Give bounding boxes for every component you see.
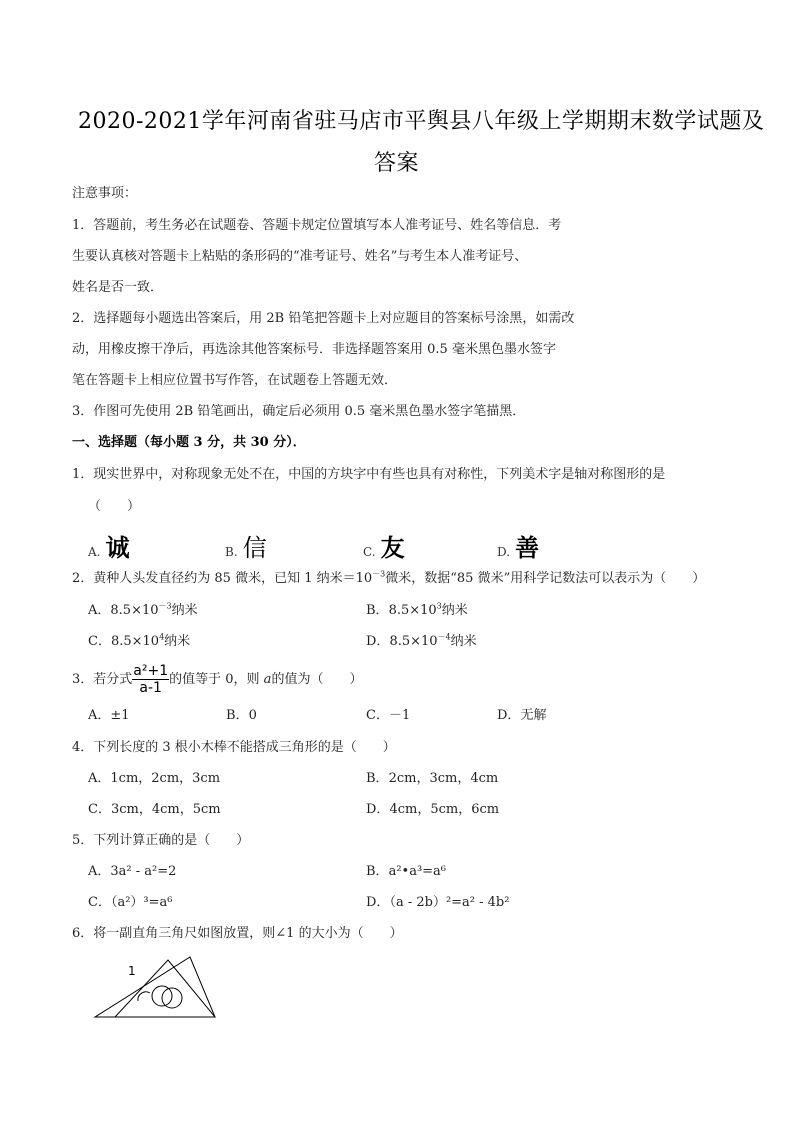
notice-line: 笔在答题卡上相应位置书写作答，在试题卷上答题无效．: [72, 373, 398, 388]
option-label: C．: [88, 802, 111, 817]
exponent: 3: [436, 601, 442, 611]
question-3-option-c: [366, 708, 410, 724]
option-value: 2cm，3cm，4cm: [388, 771, 499, 786]
exponent: 4: [159, 632, 165, 642]
option-label: B.: [225, 545, 238, 559]
option-glyph: 诚: [105, 534, 130, 562]
option-label: D．: [366, 895, 390, 910]
option-value: 4cm，5cm，6cm: [389, 802, 500, 817]
option-label: A．: [88, 771, 111, 786]
question-4-option-a: [88, 771, 220, 787]
stem-text: 3．若分式: [72, 672, 133, 687]
option-label: D.: [497, 545, 511, 559]
document-title-line1: 2020-2021学年河南省驻马店市平舆县八年级上学期期末数学试题及: [78, 109, 765, 134]
notice-line: 3．作图可先使用 2B 铅笔画出，确定后必须用 0.5 毫米黑色墨水签字笔描黑．: [72, 404, 526, 419]
option-value: a²•a³=a⁶: [388, 864, 447, 879]
question-3-stem: [72, 663, 362, 696]
question-2-option-d: [366, 634, 477, 650]
question-4-option-d: [366, 802, 499, 818]
question-1-option-a: [88, 528, 130, 563]
option-label: A.: [88, 545, 101, 559]
variable: a: [263, 672, 272, 687]
section-heading: 一、选择题（每小题 3 分，共 30 分）．: [72, 435, 306, 450]
question-3-option-b: [226, 708, 257, 724]
option-value: 3a² - a²=2: [110, 864, 177, 879]
question-5-option-b: [366, 864, 446, 880]
option-base: 8.5×10: [110, 603, 159, 618]
option-label: C．: [88, 634, 111, 649]
option-glyph: 友: [380, 534, 405, 562]
question-2-option-b: [366, 603, 468, 619]
notice-line: 1．答题前，考生务必在试题卷、答题卡规定位置填写本人准考证号、姓名等信息．考: [72, 218, 562, 233]
option-value: 3cm，4cm，5cm: [110, 802, 221, 817]
question-4-stem: 4．下列长度的 3 根小木棒不能搭成三角形的是（ ）: [72, 740, 396, 755]
question-5-option-c: [88, 895, 172, 911]
option-label: B．: [366, 771, 389, 786]
question-4-option-c: [88, 802, 221, 818]
option-label: B．: [366, 603, 389, 618]
stem-text: 的值为（ ）: [271, 672, 363, 687]
stem-text: 微米，数据“85 微米”用科学记数法可以表示为（ ）: [385, 571, 706, 586]
option-value: －1: [388, 708, 411, 723]
exponent: －3: [158, 601, 172, 611]
option-label: D．: [366, 802, 390, 817]
notice-heading: 注意事项：: [72, 186, 138, 201]
set-squares-figure: [90, 955, 225, 1025]
option-value: （a - 2b）²=a² - 4b²: [389, 895, 510, 910]
option-label: A．: [88, 603, 111, 618]
option-unit: 纳米: [171, 603, 198, 618]
option-unit: 纳米: [450, 634, 477, 649]
option-label: A．: [88, 864, 111, 879]
notice-line: 2．选择题每小题选出答案后，用 2B 铅笔把答题卡上对应题目的答案标号涂黑，如需改: [72, 311, 575, 326]
option-base: 8.5×10: [110, 634, 160, 649]
question-5-option-d: [366, 895, 509, 911]
question-1-option-d: [497, 528, 539, 563]
option-base: 8.5×10: [389, 634, 438, 649]
question-4-option-b: [366, 771, 498, 787]
option-label: D．: [366, 634, 390, 649]
stem-text: 2．黄种人头发直径约为 85 微米，已知 1 纳米＝10: [72, 571, 373, 586]
angle-label: 1: [128, 964, 136, 978]
exponent: －3: [372, 569, 386, 579]
question-2-option-c: [88, 634, 190, 650]
document-title-line2: 答案: [374, 151, 420, 176]
notice-line: 姓名是否一致．: [72, 280, 164, 295]
option-glyph: 信: [242, 534, 267, 562]
notice-line: 生要认真核对答题卡上粘贴的条形码的“准考证号、姓名”与考生本人准考证号、: [72, 249, 528, 264]
option-label: C．: [88, 895, 111, 910]
option-value: 0: [248, 708, 257, 723]
stem-text: 的值等于 0，则: [169, 672, 264, 687]
option-value: 无解: [520, 708, 547, 723]
option-unit: 纳米: [441, 603, 468, 618]
option-label: C.: [363, 545, 376, 559]
fraction-numerator: a²+1: [133, 663, 169, 679]
question-2-option-a: [88, 603, 198, 619]
option-label: B．: [226, 708, 249, 723]
option-label: D．: [497, 708, 521, 723]
question-1-option-c: [363, 528, 405, 563]
question-2-stem: [72, 571, 705, 587]
question-1-option-b: [225, 528, 267, 563]
option-value: （a²）³=a⁶: [110, 895, 173, 910]
option-label: B．: [366, 864, 389, 879]
question-1-stem: 1．现实世界中，对称现象无处不在，中国的方块字中有些也具有对称性，下列美术字是轴对称图形的是: [72, 467, 666, 482]
option-value: ±1: [110, 708, 130, 723]
option-base: 8.5×10: [388, 603, 437, 618]
fraction: [132, 663, 169, 696]
question-5-option-a: [88, 864, 176, 880]
fraction-denominator: a-1: [139, 680, 162, 696]
exponent: －4: [437, 632, 451, 642]
question-1-blank: （ ）: [88, 499, 141, 514]
option-label: A．: [88, 708, 111, 723]
option-glyph: 善: [515, 534, 540, 562]
question-5-stem: 5．下列计算正确的是（ ）: [72, 833, 250, 848]
notice-line: 动，用橡皮擦干净后，再选涂其他答案标号．非选择题答案用 0.5 毫米黑色墨水签字: [72, 342, 556, 357]
question-6-stem: 6．将一副直角三角尺如图放置，则∠1 的大小为（ ）: [72, 926, 403, 941]
option-label: C．: [366, 708, 389, 723]
option-value: 1cm，2cm，3cm: [110, 771, 221, 786]
triangles-diagram-icon: [90, 955, 225, 1025]
option-unit: 纳米: [164, 634, 191, 649]
question-3-option-d: [497, 708, 546, 724]
question-3-option-a: [88, 708, 130, 724]
